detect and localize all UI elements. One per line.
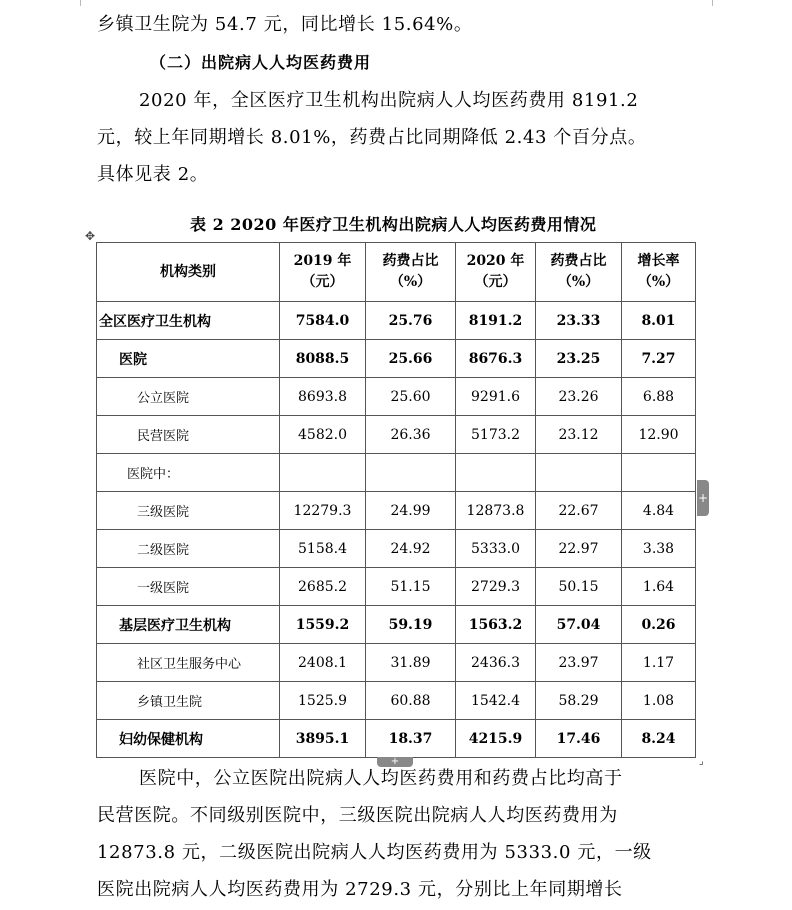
paragraph-1-line-1: 2020 年，全区医疗卫生机构出院病人人均医药费用 8191.2 <box>139 90 639 111</box>
table-row <box>97 302 696 340</box>
cell-2020-ratio: 23.97 <box>536 644 622 682</box>
cell-growth: 0.26 <box>622 606 696 644</box>
cell-2019-cost: 8088.5 <box>280 340 366 378</box>
cell-growth <box>622 454 696 492</box>
add-column-plus-icon[interactable]: + <box>697 480 709 516</box>
cell-growth: 3.38 <box>622 530 696 568</box>
cell-growth: 1.08 <box>622 682 696 720</box>
cell-2020-ratio: 58.29 <box>536 682 622 720</box>
cell-2019-ratio <box>366 454 456 492</box>
row-label: 三级医院 <box>97 492 280 530</box>
cell-growth: 8.24 <box>622 720 696 758</box>
cell-2019-ratio: 24.92 <box>366 530 456 568</box>
cell-growth: 7.27 <box>622 340 696 378</box>
row-label: 社区卫生服务中心 <box>97 644 280 682</box>
cell-2020-ratio: 50.15 <box>536 568 622 606</box>
table-row <box>97 454 696 492</box>
cell-2020-cost: 2436.3 <box>456 644 536 682</box>
table-row <box>97 340 696 378</box>
row-label: 妇幼保健机构 <box>97 720 280 758</box>
cell-2019-ratio: 59.19 <box>366 606 456 644</box>
header-growth-rate: 增长率 （%） <box>622 243 696 302</box>
paragraph-1-line-2: 元，较上年同期增长 8.01%，药费占比同期降低 2.43 个百分点。 <box>97 127 647 148</box>
table-row <box>97 416 696 454</box>
cell-2019-ratio: 25.76 <box>366 302 456 340</box>
add-row-plus-icon[interactable]: + <box>377 757 413 767</box>
cell-2019-ratio: 60.88 <box>366 682 456 720</box>
row-label: 公立医院 <box>97 378 280 416</box>
paragraph-2-line-3: 12873.8 元，二级医院出院病人人均医药费用为 5333.0 元，一级 <box>97 842 652 863</box>
intro-line: 乡镇卫生院为 54.7 元，同比增长 15.64%。 <box>97 14 473 35</box>
cell-2019-ratio: 31.89 <box>366 644 456 682</box>
cell-2020-cost: 9291.6 <box>456 378 536 416</box>
row-label: 全区医疗卫生机构 <box>97 302 280 340</box>
cell-2020-ratio: 23.33 <box>536 302 622 340</box>
table-caption: 表 2 2020 年医疗卫生机构出院病人人均医药费用情况 <box>190 215 597 234</box>
cell-growth: 1.17 <box>622 644 696 682</box>
cell-growth: 4.84 <box>622 492 696 530</box>
row-label: 基层医疗卫生机构 <box>97 606 280 644</box>
header-2019-cost: 2019 年 （元） <box>280 243 366 302</box>
header-2020-drug-ratio: 药费占比 （%） <box>536 243 622 302</box>
cell-2020-cost: 8191.2 <box>456 302 536 340</box>
table-row <box>97 606 696 644</box>
table-header-row <box>97 243 696 302</box>
cell-2020-cost: 1542.4 <box>456 682 536 720</box>
page-corner-mark-right <box>712 0 723 6</box>
cell-growth: 1.64 <box>622 568 696 606</box>
cell-2019-cost: 7584.0 <box>280 302 366 340</box>
cell-2019-cost: 2408.1 <box>280 644 366 682</box>
cell-2020-ratio: 17.46 <box>536 720 622 758</box>
cell-2019-ratio: 24.99 <box>366 492 456 530</box>
cell-2019-ratio: 25.60 <box>366 378 456 416</box>
table-row <box>97 378 696 416</box>
row-label: 医院 <box>97 340 280 378</box>
cell-growth: 8.01 <box>622 302 696 340</box>
paragraph-2-line-1: 医院中，公立医院出院病人人均医药费用和药费占比均高于 <box>139 768 623 789</box>
cell-2020-ratio: 22.67 <box>536 492 622 530</box>
cell-2020-ratio: 23.12 <box>536 416 622 454</box>
table-row <box>97 492 696 530</box>
cell-2019-ratio: 26.36 <box>366 416 456 454</box>
page-corner-mark-left <box>70 0 81 6</box>
cell-2019-cost <box>280 454 366 492</box>
expense-table <box>96 242 696 758</box>
section-heading: （二）出院病人人均医药费用 <box>150 53 372 72</box>
cell-2020-cost: 12873.8 <box>456 492 536 530</box>
header-category: 机构类别 <box>97 243 280 302</box>
cell-2019-cost: 5158.4 <box>280 530 366 568</box>
row-label: 二级医院 <box>97 530 280 568</box>
cell-2019-cost: 2685.2 <box>280 568 366 606</box>
table-row <box>97 568 696 606</box>
row-label: 一级医院 <box>97 568 280 606</box>
cell-2019-cost: 3895.1 <box>280 720 366 758</box>
table-row <box>97 644 696 682</box>
cell-2020-ratio: 57.04 <box>536 606 622 644</box>
header-2019-drug-ratio: 药费占比 （%） <box>366 243 456 302</box>
cell-2020-ratio: 23.26 <box>536 378 622 416</box>
row-label: 医院中： <box>97 454 280 492</box>
row-label: 乡镇卫生院 <box>97 682 280 720</box>
cell-2019-cost: 4582.0 <box>280 416 366 454</box>
cell-2020-cost: 1563.2 <box>456 606 536 644</box>
cell-2019-ratio: 51.15 <box>366 568 456 606</box>
paragraph-2-line-4: 医院出院病人人均医药费用为 2729.3 元，分别比上年同期增长 <box>97 879 623 900</box>
cell-2019-cost: 1559.2 <box>280 606 366 644</box>
cell-growth: 6.88 <box>622 378 696 416</box>
cell-2019-cost: 12279.3 <box>280 492 366 530</box>
cell-2019-ratio: 25.66 <box>366 340 456 378</box>
row-label: 民营医院 <box>97 416 280 454</box>
table-row <box>97 720 696 758</box>
cell-2020-ratio: 23.25 <box>536 340 622 378</box>
cell-2020-cost: 5333.0 <box>456 530 536 568</box>
paragraph-1-line-3: 具体见表 2。 <box>97 164 209 185</box>
table-row <box>97 530 696 568</box>
paragraph-2-line-2: 民营医院。不同级别医院中，三级医院出院病人人均医药费用为 <box>97 805 618 826</box>
table-row <box>97 682 696 720</box>
cell-2020-cost: 5173.2 <box>456 416 536 454</box>
cell-2020-cost: 8676.3 <box>456 340 536 378</box>
cell-2020-cost <box>456 454 536 492</box>
cell-2020-ratio: 22.97 <box>536 530 622 568</box>
cell-2019-cost: 8693.8 <box>280 378 366 416</box>
cell-2019-ratio: 18.37 <box>366 720 456 758</box>
cell-2020-cost: 2729.3 <box>456 568 536 606</box>
header-2020-cost: 2020 年 （元） <box>456 243 536 302</box>
cell-2019-cost: 1525.9 <box>280 682 366 720</box>
cell-2020-ratio <box>536 454 622 492</box>
table-move-handle-icon[interactable]: ✥ <box>84 229 96 243</box>
table-resize-corner-icon[interactable]: ⌟ <box>699 756 704 767</box>
cell-growth: 12.90 <box>622 416 696 454</box>
cell-2020-cost: 4215.9 <box>456 720 536 758</box>
